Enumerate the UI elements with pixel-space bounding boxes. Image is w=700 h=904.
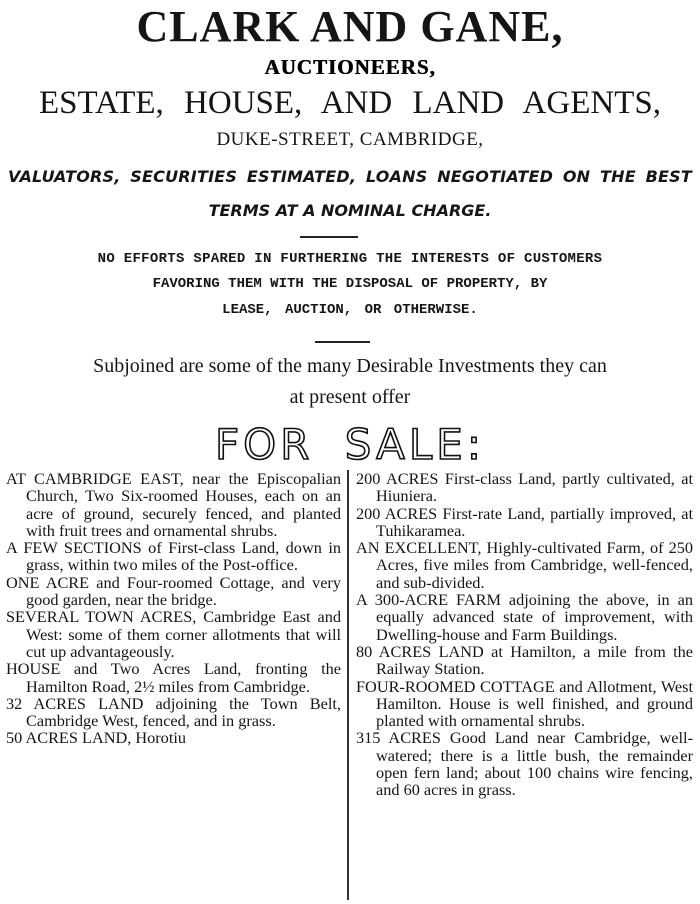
intro-line-2: at present offer bbox=[289, 386, 411, 408]
notice-line-3: LEASE, AUCTION, OR OTHERWISE. bbox=[222, 302, 478, 318]
list-item: 200 ACRES First-class Land, partly cultivated, at Hiuniera. bbox=[356, 469, 693, 506]
for-sale-heading: FOR SALE: bbox=[214, 420, 485, 469]
list-item: 50 ACRES LAND, Horotiu bbox=[6, 728, 187, 748]
notice-line-1: NO EFFORTS SPARED IN FURTHERING THE INTERESTS OF CUSTOMERS bbox=[97, 251, 603, 267]
list-item: FOUR-ROOMED COTTAGE and Allotment, West Hamilton. House is well finished, and ground planted with ornamental shrubs. bbox=[356, 676, 693, 731]
list-item: A FEW SECTIONS of First-class Land, down in grass, within two miles of the Post-office. bbox=[6, 538, 341, 575]
list-item: AN EXCELLENT, Highly-cultivated Farm, of 250 Acres, five miles from Cambridge, well-fenced, and sub-divided. bbox=[356, 538, 693, 592]
firm-title: CLARK AND GANE, bbox=[136, 2, 564, 51]
list-item: 32 ACRES LAND adjoining the Town Belt, Cambridge West, fenced, and in grass. bbox=[6, 693, 341, 731]
divider-rule-middle bbox=[315, 341, 370, 343]
notice-line-2: FAVORING THEM WITH THE DISPOSAL OF PROPERTY, BY bbox=[152, 276, 548, 292]
address-line: DUKE-STREET, CAMBRIDGE, bbox=[216, 129, 484, 150]
list-item: A 300-ACRE FARM adjoining the above, in an equally advanced state of improvement, with Dwelling-house and Farm Buildings. bbox=[356, 590, 693, 644]
list-item: 200 ACRES First-rate Land, partially improved, at Tuhikaramea. bbox=[356, 503, 693, 540]
list-item: HOUSE and Two Acres Land, fronting the Hamilton Road, 2½ miles from Cambridge. bbox=[6, 659, 341, 696]
divider-rule-top bbox=[300, 236, 358, 238]
list-item: SEVERAL TOWN ACRES, Cambridge East and West: some of them corner allotments that will cut up advantageously. bbox=[6, 607, 341, 661]
listing-column-left bbox=[6, 470, 341, 747]
list-item: ONE ACRE and Four-roomed Cottage, and very good garden, near the bridge. bbox=[6, 572, 341, 610]
list-item: 315 ACRES Good Land near Cambridge, well-watered; there is a little bush, the remainder open fern land; about 100 chains wire fencing, and 60 acres in grass. bbox=[356, 728, 693, 800]
list-item: AT CAMBRIDGE EAST, near the Episcopalian Church, Two Six-roomed Houses, each on an acre of ground, securely fenced, and planted with fruit trees and ornamental shrubs. bbox=[6, 469, 341, 540]
auctioneers-subtitle: AUCTIONEERS, bbox=[264, 55, 436, 79]
column-divider bbox=[347, 470, 349, 900]
valuators-line-2: TERMS AT A NOMINAL CHARGE. bbox=[208, 201, 492, 220]
listing-column-right bbox=[356, 470, 693, 799]
agents-line: ESTATE, HOUSE, AND LAND AGENTS, bbox=[39, 85, 661, 121]
intro-line-1: Subjoined are some of the many Desirable Investments they can bbox=[93, 355, 607, 377]
valuators-line-1: VALUATORS, SECURITIES ESTIMATED, LOANS NEGOTIATED ON THE BEST bbox=[7, 167, 693, 186]
list-item: 80 ACRES LAND at Hamilton, a mile from the Railway Station. bbox=[356, 641, 693, 679]
